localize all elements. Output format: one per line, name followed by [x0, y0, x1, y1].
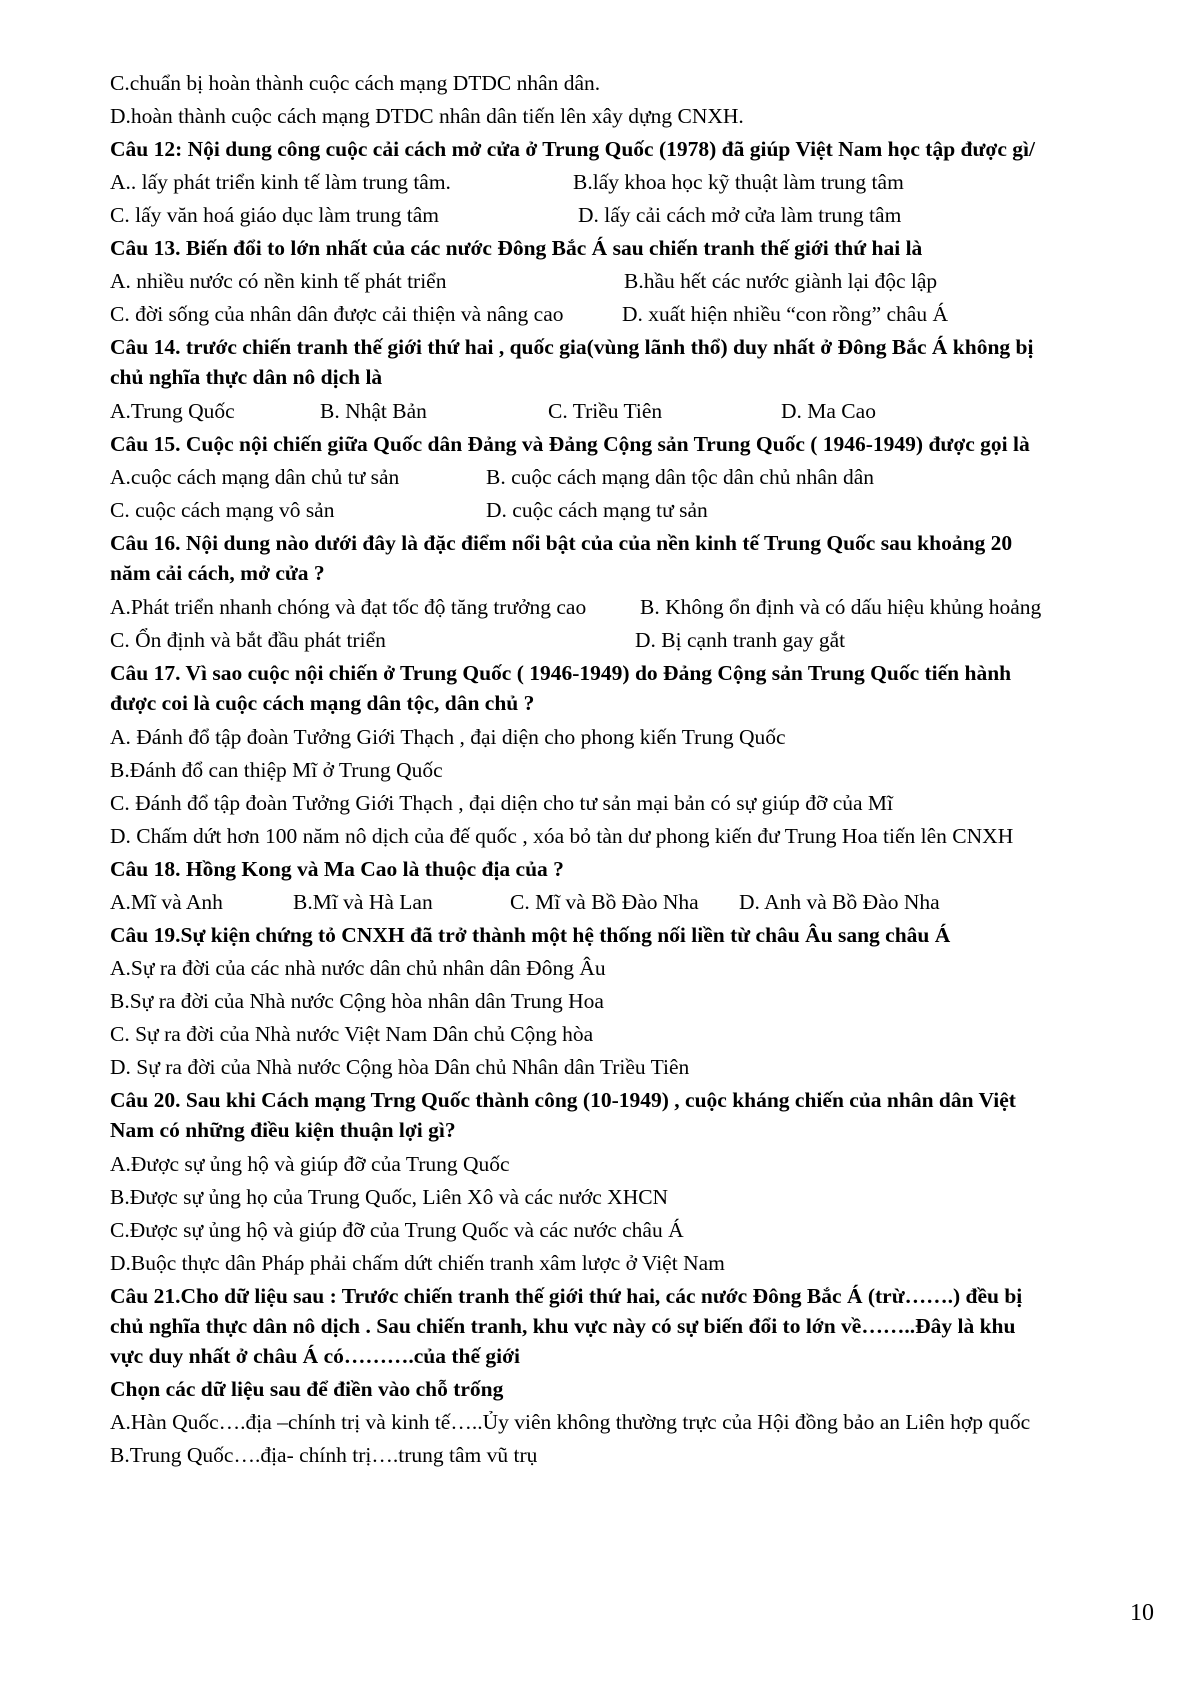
- option-c: C. lấy văn hoá giáo dục làm trung tâm: [110, 203, 439, 227]
- option-b: B.hầu hết các nước giành lại độc lập: [624, 269, 938, 293]
- question-21-instruction: Chọn các dữ liệu sau để điền vào chỗ trống: [110, 1377, 504, 1401]
- option-a: A.Trung Quốc: [110, 399, 235, 423]
- option-d: D. Ma Cao: [781, 399, 876, 423]
- option-b: B. Không ổn định và có dấu hiệu khủng hoảng: [640, 595, 1042, 619]
- option-d: D. cuộc cách mạng tư sản: [486, 498, 708, 522]
- option-c: C. Đánh đổ tập đoàn Tưởng Giới Thạch , đại diện cho tư sản mại bản có sự giúp đỡ của Mĩ: [110, 791, 894, 815]
- option-b: B.lấy khoa học kỹ thuật làm trung tâm: [573, 170, 904, 194]
- page-number: 10: [1130, 1600, 1154, 1626]
- question-19-title: Câu 19.Sự kiện chứng tỏ CNXH đã trở thành một hệ thống nối liền từ châu Âu sang châu Á: [110, 923, 951, 947]
- option-b: B.Trung Quốc….địa- chính trị….trung tâm vũ trụ: [110, 1443, 538, 1467]
- text-line: C.chuẩn bị hoàn thành cuộc cách mạng DTDC nhân dân.: [110, 71, 601, 95]
- option-d: D. xuất hiện nhiều “con rồng” châu Á: [622, 302, 948, 326]
- option-a: A.Được sự ủng hộ và giúp đỡ của Trung Quốc: [110, 1152, 510, 1176]
- text-line: D.hoàn thành cuộc cách mạng DTDC nhân dân tiến lên xây dựng CNXH.: [110, 104, 744, 128]
- option-c: C. cuộc cách mạng vô sản: [110, 498, 335, 522]
- option-d: D.Buộc thực dân Pháp phải chấm dứt chiến tranh xâm lược ở Việt Nam: [110, 1251, 725, 1275]
- question-21-title: vực duy nhất ở châu Á có……….của thế giới: [110, 1344, 521, 1368]
- option-c: C. Ổn định và bắt đầu phát triển: [110, 628, 386, 652]
- question-14-title: chủ nghĩa thực dân nô dịch là: [110, 365, 383, 389]
- option-a: A.Mĩ và Anh: [110, 890, 223, 914]
- option-a: A. nhiều nước có nền kinh tế phát triển: [110, 269, 447, 293]
- question-20-title: Nam có những điều kiện thuận lợi gì?: [110, 1118, 456, 1142]
- option-d: D. lấy cải cách mở cửa làm trung tâm: [578, 203, 902, 227]
- option-a: A.Hàn Quốc….địa –chính trị và kinh tế…..Ủy viên không thường trực của Hội đồng bảo an Liên hợp quốc: [110, 1410, 1031, 1434]
- question-15-title: Câu 15. Cuộc nội chiến giữa Quốc dân Đảng và Đảng Cộng sản Trung Quốc ( 1946-1949) được gọi là: [110, 432, 1030, 456]
- question-17-title: Câu 17. Vì sao cuộc nội chiến ở Trung Quốc ( 1946-1949) do Đảng Cộng sản Trung Quốc tiến hành: [110, 661, 1012, 685]
- option-a: A. Đánh đổ tập đoàn Tưởng Giới Thạch , đại diện cho phong kiến Trung Quốc: [110, 725, 786, 749]
- question-16-title: Câu 16. Nội dung nào dưới đây là đặc điểm nổi bật của của nền kinh tế Trung Quốc sau khoảng 20: [110, 531, 1013, 555]
- option-d: D. Bị cạnh tranh gay gắt: [635, 628, 846, 652]
- question-21-title: Câu 21.Cho dữ liệu sau : Trước chiến tranh thế giới thứ hai, các nước Đông Bắc Á (trừ…….) đều bị: [110, 1284, 1023, 1308]
- option-b: B.Được sự ủng họ của Trung Quốc, Liên Xô và các nước XHCN: [110, 1185, 669, 1209]
- option-a: A.cuộc cách mạng dân chủ tư sản: [110, 465, 400, 489]
- question-13-title: Câu 13. Biến đổi to lớn nhất của các nước Đông Bắc Á sau chiến tranh thế giới thứ hai là: [110, 236, 923, 260]
- option-a: A.Sự ra đời của các nhà nước dân chủ nhân dân Đông Âu: [110, 956, 606, 980]
- question-18-title: Câu 18. Hồng Kong và Ma Cao là thuộc địa của ?: [110, 857, 564, 881]
- option-c: C. đời sống của nhân dân được cải thiện và nâng cao: [110, 302, 564, 326]
- option-b: B. cuộc cách mạng dân tộc dân chủ nhân dân: [486, 465, 875, 489]
- option-c: C. Mĩ và Bồ Đào Nha: [510, 890, 699, 914]
- question-12-title: Câu 12: Nội dung công cuộc cải cách mở cửa ở Trung Quốc (1978) đã giúp Việt Nam học tập được gì/: [110, 137, 1035, 161]
- option-b: B.Mĩ và Hà Lan: [293, 890, 433, 914]
- option-b: B. Nhật Bản: [320, 399, 427, 423]
- option-d: D. Sự ra đời của Nhà nước Cộng hòa Dân chủ Nhân dân Triều Tiên: [110, 1055, 690, 1079]
- option-d: D. Anh và Bồ Đào Nha: [739, 890, 940, 914]
- option-b: B.Sự ra đời của Nhà nước Cộng hòa nhân dân Trung Hoa: [110, 989, 604, 1013]
- option-d: D. Chấm dứt hơn 100 năm nô dịch của đế quốc , xóa bỏ tàn dư phong kiến đư Trung Hoa tiến lên CNXH: [110, 824, 1014, 848]
- question-17-title: được coi là cuộc cách mạng dân tộc, dân chủ ?: [110, 691, 535, 715]
- option-c: C. Triều Tiên: [548, 399, 663, 423]
- option-a: A.Phát triển nhanh chóng và đạt tốc độ tăng trưởng cao: [110, 595, 587, 619]
- question-21-title: chủ nghĩa thực dân nô dịch . Sau chiến tranh, khu vực này có sự biến đổi to lớn về……..Đây là khu: [110, 1314, 1016, 1338]
- option-c: C.Được sự ủng hộ và giúp đỡ của Trung Quốc và các nước châu Á: [110, 1218, 684, 1242]
- option-b: B.Đánh đổ can thiệp Mĩ ở Trung Quốc: [110, 758, 443, 782]
- option-a: A.. lấy phát triển kinh tế làm trung tâm.: [110, 170, 451, 194]
- question-16-title: năm cải cách, mở cửa ?: [110, 561, 325, 585]
- option-c: C. Sự ra đời của Nhà nước Việt Nam Dân chủ Cộng hòa: [110, 1022, 594, 1046]
- question-14-title: Câu 14. trước chiến tranh thế giới thứ hai , quốc gia(vùng lãnh thổ) duy nhất ở Đông Bắc Á không bị: [110, 335, 1034, 359]
- question-20-title: Câu 20. Sau khi Cách mạng Trng Quốc thành công (10-1949) , cuộc kháng chiến của nhân dân Việt: [110, 1088, 1016, 1112]
